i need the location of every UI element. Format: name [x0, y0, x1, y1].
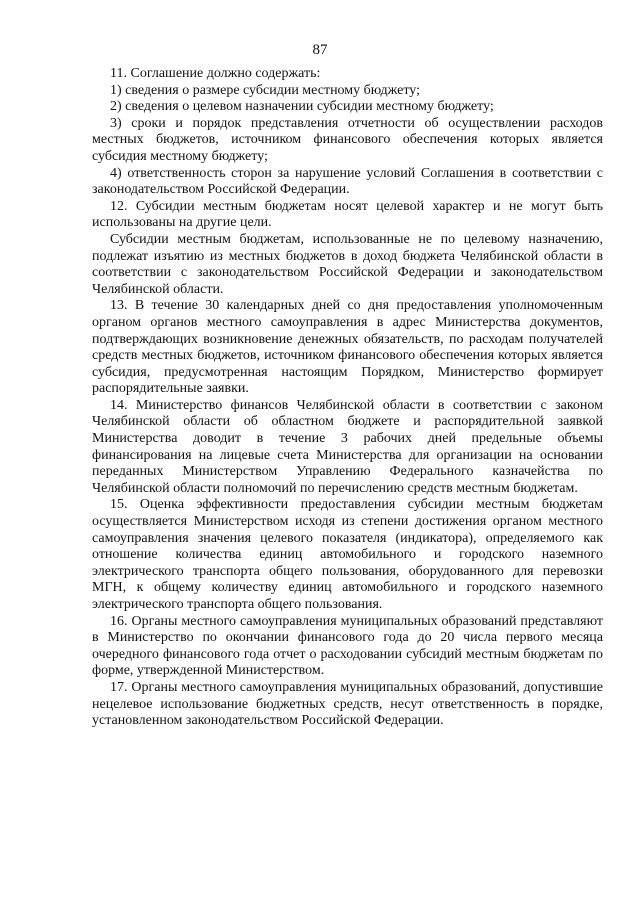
document-body	[92, 66, 603, 730]
paragraph-14: 14. Министерство финансов Челябинской области в соответствии с законом Челябинской области об областном бюджете и распорядительной заявкой Министерства доводит в течение 3 рабочих дней предельные объемы финансирования на лицевые счета Министерства для организации на основании переданных Министерством Управлению Федерального казначейства по Челябинской области полномочий по перечислению средств местным бюджетам.	[92, 397, 603, 496]
paragraph-11-item-4: 4) ответственность сторон за нарушение условий Соглашения в соответствии с законодательством Российской Федерации.	[92, 165, 603, 198]
paragraph-13: 13. В течение 30 календарных дней со дня предоставления уполномоченным органом органов местного самоуправления в адрес Министерства документов, подтверждающих возникновение денежных обязательств, по расходам получателей средств местных бюджетов, источником финансового обеспечения которых является субсидия, предусмотренная настоящим Порядком, Министерство формирует распорядительные заявки.	[92, 298, 603, 397]
paragraph-11-item-2: 2) сведения о целевом назначении субсидии местному бюджету;	[110, 99, 494, 115]
paragraph-11-item-1: 1) сведения о размере субсидии местному бюджету;	[110, 82, 420, 98]
paragraph-16: 16. Органы местного самоуправления муниципальных образований представляют в Министерство по окончании финансового года до 20 числа первого месяца очередного финансового года отчет о расходовании субсидий местным бюджетам по форме, утвержденной Министерством.	[92, 613, 603, 679]
paragraph-12-continued: Субсидии местным бюджетам, использованные не по целевому назначению, подлежат изъятию из местных бюджетов в доход бюджета Челябинской области в соответствии с законодательством Российской Федерации и законодательством Челябинской области.	[92, 231, 603, 297]
paragraph-15: 15. Оценка эффективности предоставления субсидии местным бюджетам осуществляется Министерством исходя из степени достижения органом местного самоуправления значения целевого показателя (индикатора), определяемого как отношение количества единиц автомобильного и городского наземного электрического транспорта общего пользования, оборудованного для перевозки МГН, к общему количеству единиц автомобильного и городского наземного электрического транспорта общего пользования.	[92, 497, 603, 612]
paragraph-11-item-3: 3) сроки и порядок представления отчетности об осуществлении расходов местных бюджетов, источником финансового обеспечения которых является субсидия местному бюджету;	[92, 115, 603, 164]
page-number: 87	[312, 42, 328, 58]
paragraph-12: 12. Субсидии местным бюджетам носят целевой характер и не могут быть использованы на другие цели.	[92, 198, 603, 231]
paragraph-17: 17. Органы местного самоуправления муниципальных образований, допустившие нецелевое использование бюджетных средств, несут ответственность в порядке, установленном законодательством Российской Федерации.	[92, 679, 603, 729]
paragraph-11-heading: 11. Соглашение должно содержать:	[110, 66, 321, 81]
